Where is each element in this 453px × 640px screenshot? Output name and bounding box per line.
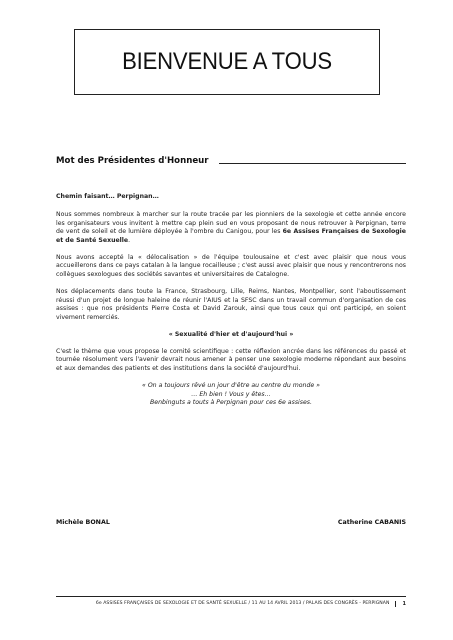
paragraph-4: C'est le thème que vous propose le comité scientifique : cette réflexion ancrée dans les références du passé et tournée résolument vers l'avenir devrait nous amener à penser une sexologie moderne répondant aux besoins et aux demandes des patients et des institutions dans la société d'aujourd'hui. bbox=[56, 347, 406, 372]
signatures bbox=[56, 519, 406, 526]
page-footer bbox=[56, 596, 406, 610]
footer-text: 6e ASSISES FRANÇAISES DE SEXOLOGIE ET DE SANTÉ SEXUELLE / 11 AU 14 AVRIL 2013 / PALAIS DES CONGRÈS - PERPIGNAN bbox=[95, 601, 390, 606]
quote-line: Benbinguts a touts à Perpignan pour ces 6e assises. bbox=[150, 399, 312, 407]
section-header bbox=[56, 152, 406, 166]
quote-line: « On a toujours rêvé un jour d'être au centre du monde » bbox=[142, 382, 320, 390]
page-number: 1 bbox=[395, 601, 406, 607]
paragraph-2: Nous avons accepté la « délocalisation » de l'équipe toulousaine et c'est avec plaisir que nous vous accueillerons dans ce pays catalan à la langue rocailleuse ; c'est aussi avec plaisir que nous y rencontrerons nos collègues sexologues des sociétés savantes et universitaires de Catalogne. bbox=[56, 253, 406, 278]
signature-right: Catherine CABANIS bbox=[337, 519, 406, 526]
closing-quote bbox=[56, 382, 406, 408]
paragraph-1-text: Nous sommes nombreux à marcher sur la route tracée par les pionniers de la sexologie et cette année encore les organisateurs vous invitent à mettre cap plein sud en vous proposant de nous retrouver à Perpignan, terre de vent de soleil et de lumière déployée à l'ombre du Canigou, pour les bbox=[56, 211, 406, 235]
title-box bbox=[74, 29, 380, 95]
paragraph-1-end: . bbox=[128, 236, 131, 244]
greeting: Chemin faisant… Perpignan… bbox=[56, 193, 159, 200]
section-rule bbox=[219, 163, 406, 164]
page-title: BIENVENUE A TOUS bbox=[122, 48, 332, 75]
section-title: Mot des Présidentes d'Honneur bbox=[56, 156, 209, 166]
event-name: 6e Assises Françaises de Sexologie et de Santé Sexuelle bbox=[56, 228, 406, 244]
theme-heading: « Sexualité d'hier et d'aujourd'hui » bbox=[168, 330, 294, 338]
quote-line: … Eh bien ! Vous y êtes… bbox=[191, 390, 271, 398]
letter-body bbox=[56, 193, 406, 428]
paragraph-1 bbox=[56, 211, 406, 245]
paragraph-3: Nos déplacements dans toute la France, Strasbourg, Lille, Reims, Nantes, Montpellier, sont l'aboutissement réussi d'un projet de longue haleine de réunir l'AIUS et la SFSC dans un travail commun d'organisation de ces assises : que nos présidents Pierre Costa et David Zarouk, ainsi que tous ceux qui ont participé, en soient vivement remerciés. bbox=[56, 288, 406, 321]
signature-left: Michèle BONAL bbox=[56, 519, 110, 526]
